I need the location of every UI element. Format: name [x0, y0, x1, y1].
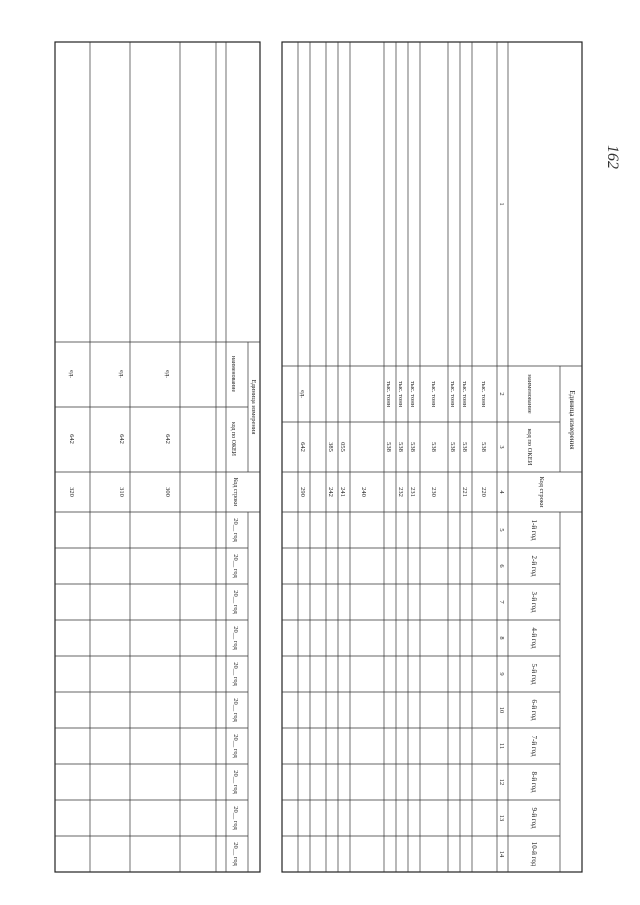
column-number: 2 [498, 392, 505, 396]
year-label: 20__ год [232, 554, 239, 578]
column-number: 4 [498, 490, 505, 494]
row-unit: тыс. тонн [385, 380, 392, 408]
row-unit: ед. [68, 370, 75, 378]
table-2 [55, 42, 260, 872]
year-label: 20__ год [232, 698, 239, 722]
table2-units-name-header: наименование [230, 355, 236, 393]
row-okei: 538 [397, 442, 404, 452]
table1-units-code-header: код по ОКЕИ [526, 428, 533, 466]
row-code: 221 [461, 487, 468, 497]
table1-units-name-header: наименование [526, 374, 533, 414]
rotated-page [40, 22, 600, 882]
table2-units-header: Единица измерения [250, 379, 257, 435]
table1-row-code-header: Код строки [538, 476, 545, 508]
column-number: 1 [498, 202, 505, 206]
column-number: 9 [498, 672, 505, 676]
year-label: 20__ год [232, 734, 239, 758]
year-label: 5-й год [530, 663, 538, 685]
row-code: 310 [118, 487, 125, 497]
row-okei: 538 [449, 442, 456, 452]
row-okei: 642 [118, 434, 125, 444]
table2-row-code-header: Код строки [232, 477, 238, 507]
form-sheet [40, 22, 600, 882]
row-okei: 538 [461, 442, 468, 452]
row-unit: тыс. тонн [397, 380, 404, 408]
column-number: 6 [498, 564, 505, 568]
row-code: 320 [68, 487, 75, 497]
row-okei: 538 [409, 442, 416, 452]
year-label: 20__ год [232, 662, 239, 686]
column-number: 11 [498, 742, 505, 750]
row-code: 220 [480, 487, 487, 497]
row-unit: тыс. тонн [461, 380, 468, 408]
column-number: 3 [498, 445, 505, 449]
row-code: 231 [409, 487, 416, 497]
year-label: 2-й год [530, 555, 538, 577]
row-unit: тыс. тонн [449, 380, 456, 408]
row-okei: 055 [339, 442, 346, 452]
row-unit: ед. [299, 390, 306, 398]
row-okei: 642 [68, 434, 75, 444]
row-unit: тыс. тонн [480, 380, 487, 408]
year-label: 20__ год [232, 626, 239, 650]
column-number: 13 [498, 814, 505, 822]
row-unit: тыс. тонн [409, 380, 416, 408]
page-number-mark: 162 [604, 145, 621, 169]
year-label: 6-й год [530, 699, 538, 721]
year-label: 7-й год [530, 735, 538, 757]
row-code: 300 [164, 487, 171, 497]
year-label: 20__ год [232, 806, 239, 830]
column-number: 7 [498, 600, 505, 604]
row-code: 241 [339, 487, 346, 497]
year-label: 8-й год [530, 771, 538, 793]
row-code: 230 [430, 487, 437, 497]
year-label: 20__ год [232, 842, 239, 866]
row-okei: 385 [327, 442, 334, 452]
column-number: 12 [498, 778, 505, 786]
year-label: 1-й год [530, 519, 538, 541]
year-label: 3-й год [530, 591, 538, 613]
row-code: 232 [397, 487, 404, 497]
year-label: 10-й год [530, 841, 538, 867]
row-code: 290 [299, 487, 306, 497]
row-code: 240 [360, 487, 367, 497]
year-label: 20__ год [232, 518, 239, 542]
column-number: 8 [498, 636, 505, 640]
row-unit: тыс. тонн [430, 380, 437, 408]
column-number: 5 [498, 528, 505, 532]
year-label: 20__ год [232, 590, 239, 614]
row-code: 242 [327, 487, 334, 497]
row-okei: 538 [480, 442, 487, 452]
column-number: 10 [498, 706, 505, 714]
year-label: 9-й год [530, 807, 538, 829]
row-okei: 642 [164, 434, 171, 444]
row-okei: 538 [430, 442, 437, 452]
year-label: 4-й год [530, 627, 538, 649]
table2-units-code-header: код по ОКЕИ [230, 421, 236, 457]
row-unit: ед. [118, 370, 125, 378]
row-unit: ед. [164, 370, 171, 378]
row-okei: 538 [385, 442, 392, 452]
year-label: 20__ год [232, 770, 239, 794]
table1-units-header: Единица измерения [568, 390, 576, 450]
column-number: 14 [498, 850, 505, 858]
row-okei: 642 [299, 442, 306, 452]
table-1 [282, 42, 582, 872]
